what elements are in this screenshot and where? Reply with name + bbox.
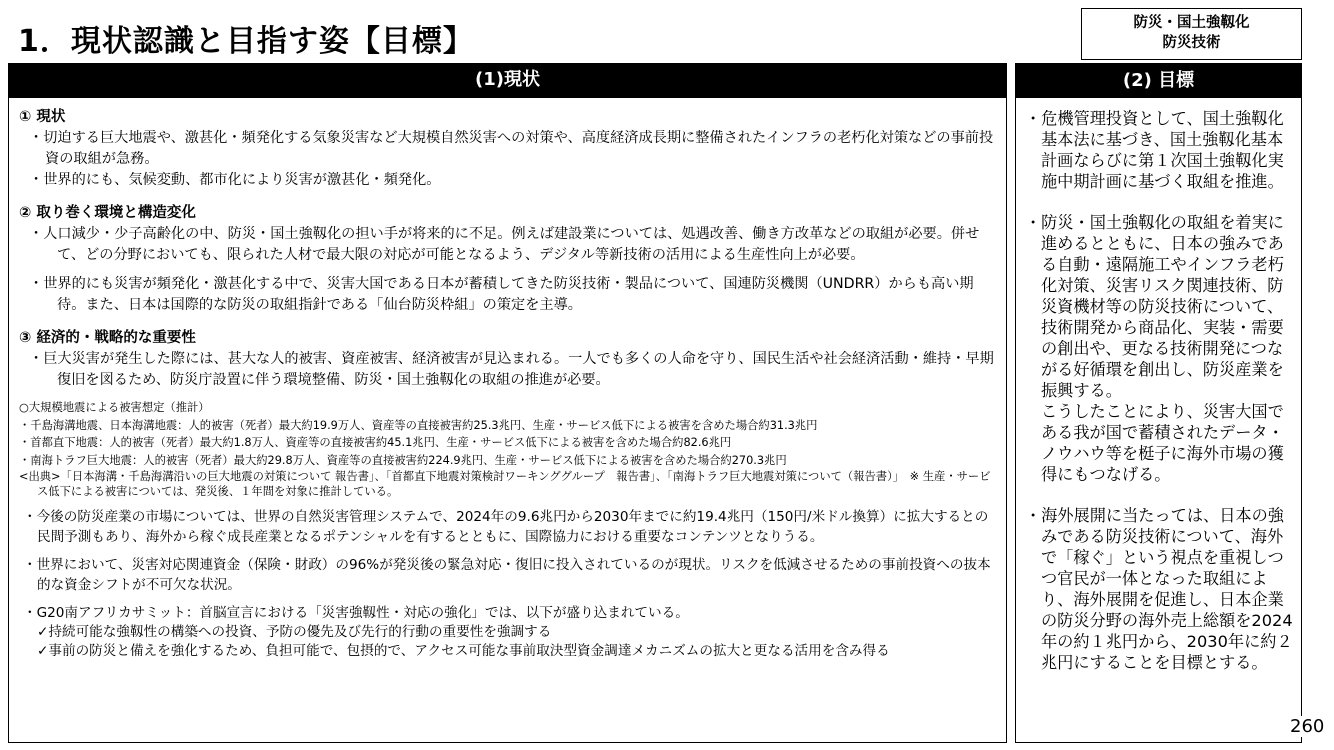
bullet-text: ・今後の防災産業の市場については、世界の自然災害管理システムで、2024年の9.6兆円から2030年までに約19.4兆円（150円/米ドル換算）に拡大するとの民間予測もあり、海外から稼ぐ成長産業となるポテンシャルを有するとともに、国際協力における重要なコンテンツとなりうる。 (23, 509, 989, 545)
checklist-item: ✓持続可能な強靱性の構築への投資、予防の優先及び先行的行動の重要性を強調する (37, 624, 552, 640)
source-note: <出典>「日本海溝・千島海溝沿いの巨大地震の対策について 報告書」、「首都直下地震対策検討ワーキンググループ 報告書」、「南海トラフ巨大地震対策について（報告書）」 ※ 生産・サービス低下による被害については、発災後、１年間を対象に推計している。 (19, 470, 991, 498)
section-heading: ③ 経済的・戦略的な重要性 (19, 330, 196, 346)
bullet-text: ・世界的にも、気候変動、都市化により災害が激甚化・頻発化。 (29, 172, 441, 188)
goals-panel (1015, 63, 1302, 743)
goal-item: ・防災・国土強靱化の取組を着実に進めるとともに、日本の強みである自動・遠隔施工やインフラ老朽化対策、災害リスク関連技術、防災資機材等の防災技術について、技術開発から商品化、実装・需要の創出や、更なる技術開発につながる好循環を創出し、防災産業を振興する。 (1025, 213, 1284, 400)
page-title: 1．現状認識と目指す姿【目標】 (18, 24, 474, 59)
goal-item: ・海外展開に当たっては、日本の強みである防災技術について、海外で「稼ぐ」という視点を重視しつつ官民が一体となった取組により、海外展開を促進し、日本企業の防災分野の海外売上総額を2024年の約１兆円から、2030年に約２兆円にすることを目標とする。 (1025, 506, 1293, 672)
bullet-text: ・人口減少・少子高齢化の中、防災・国土強靱化の担い手が将来的に不足。例えば建設業については、処遇改善、働き方改革などの取組が必要。併せて、どの分野においても、限られた人材で最大限の対応が可能となるよう、デジタル等新技術の活用による生産性向上が必要。 (29, 226, 980, 263)
page-number: 260 (1290, 716, 1325, 737)
bullet-text: ・切迫する巨大地震や、激甚化・頻発化する気象災害など大規模自然災害への対策や、高度経済成長期に整備されたインフラの老朽化対策などの事前投資の取組が急務。 (29, 130, 994, 167)
checklist-item: ✓事前の防災と備えを強化するため、負担可能で、包摂的で、アクセス可能な事前取決型資金調達メカニズムの拡大と更なる活用を含み得る (37, 643, 890, 659)
category-tag (1081, 8, 1302, 60)
damage-estimate-item: ・千島海溝地震、日本海溝地震：人的被害（死者）最大約19.9万人、資産等の直接被害約25.3兆円、生産・サービス低下による被害を含めた場合約31.3兆円 (19, 418, 818, 432)
bullet-text: ・G20南アフリカサミット：首脳宣言における「災害強靱性・対応の強化」では、以下が盛り込まれている。 (23, 605, 689, 621)
section-heading: ① 現状 (19, 109, 66, 125)
current-status-header: (1)現状 (9, 64, 1006, 98)
current-status-panel (8, 63, 1007, 743)
damage-estimate-item: ・南海トラフ巨大地震：人的被害（死者）最大約29.8万人、資産等の直接被害約224.9兆円、生産・サービス低下による被害を含めた場合約270.3兆円 (19, 453, 787, 467)
category-tag-line2: 防災技術 (1162, 35, 1221, 51)
goal-item-continuation: こうしたことにより、災害大国である我が国で蓄積されたデータ・ノウハウ等を梃子に海外市場の獲得にもつなげる。 (1041, 402, 1284, 484)
bullet-text: ・世界において、災害対応関連資金（保険・財政）の96%が発災後の緊急対応・復旧に投入されているのが現状。リスクを低減させるための事前投資への抜本的な資金シフトが不可欠な状況。 (23, 557, 991, 593)
current-status-body (19, 107, 999, 661)
category-tag-line1: 防災・国土強靱化 (1133, 15, 1250, 31)
goals-header: (2) 目標 (1016, 64, 1301, 98)
damage-estimate-title: ○大規模地震による被害想定（推計） (19, 401, 210, 414)
section-heading: ② 取り巻く環境と構造変化 (19, 205, 196, 221)
goals-body (1023, 108, 1299, 673)
damage-estimate-item: ・首都直下地震：人的被害（死者）最大約1.8万人、資産等の直接被害約45.1兆円、生産・サービス低下による被害を含めた場合約82.6兆円 (19, 436, 732, 449)
goal-item: ・危機管理投資として、国土強靱化基本法に基づき、国土強靱化基本計画ならびに第１次国土強靱化実施中期計画に基づく取組を推進。 (1025, 109, 1284, 191)
bullet-text: ・世界的にも災害が頻発化・激甚化する中で、災害大国である日本が蓄積してきた防災技術・製品について、国連防災機関（UNDRR）からも高い期待。また、日本は国際的な防災の取組指針である「仙台防災枠組」の策定を主導。 (29, 276, 974, 313)
bullet-text: ・巨大災害が発生した際には、甚大な人的被害、資産被害、経済被害が見込まれる。一人でも多くの人命を守り、国民生活や社会経済活動・維持・早期復旧を図るため、防災庁設置に伴う環境整備、防災・国土強靱化の取組の推進が必要。 (29, 351, 994, 388)
